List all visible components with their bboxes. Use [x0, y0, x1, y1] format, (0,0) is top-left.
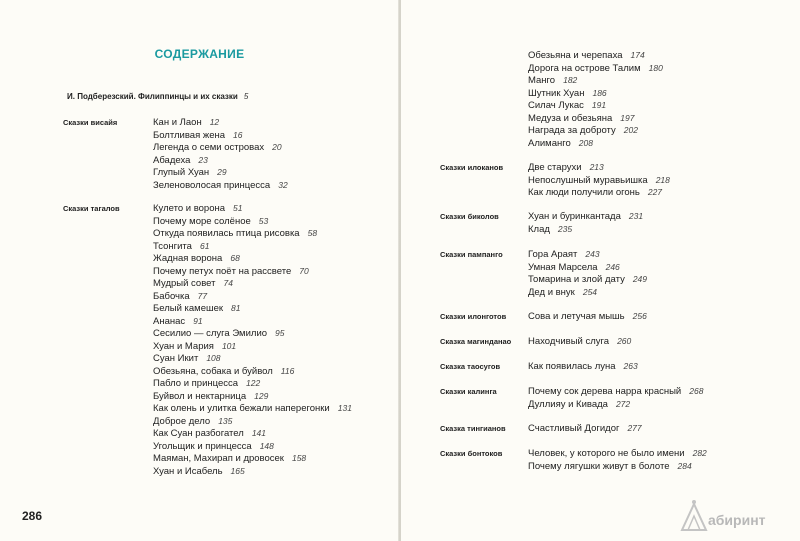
intro-entry: [67, 92, 248, 101]
toc-entry: [153, 402, 352, 415]
toc-entry-page: 256: [632, 311, 647, 321]
toc-entry: [528, 460, 707, 473]
section-label: Сказка тингианов: [440, 424, 506, 433]
toc-entry: [528, 124, 663, 137]
toc-entry-page: 235: [557, 223, 573, 234]
toc-entry-page: 180: [648, 62, 663, 73]
toc-entry: [153, 377, 352, 390]
toc-entry-title: Суан Икит: [153, 353, 199, 364]
toc-entry-page: 243: [585, 249, 600, 259]
toc-entry-title: Человек, у которого не было имени: [528, 448, 685, 459]
toc-entry: [528, 261, 647, 274]
right-page: [401, 0, 800, 541]
toc-entry-title: Белый камешек: [153, 303, 224, 314]
toc-entry: [528, 87, 663, 100]
section-entries: [528, 360, 638, 373]
toc-entry: [528, 174, 670, 187]
toc-entry: [528, 286, 647, 299]
toc-entry-page: 129: [254, 390, 269, 401]
toc-entry-title: Обезьяна и черепаха: [528, 50, 623, 61]
toc-entry: [153, 166, 288, 179]
toc-entry-page: 23: [198, 154, 208, 165]
toc-entry: [528, 99, 663, 112]
toc-entry: [153, 202, 352, 215]
toc-entry-page: 182: [563, 75, 578, 85]
toc-entry-title: Откуда появилась птица рисовка: [153, 228, 300, 239]
toc-entry-page: 165: [230, 465, 245, 476]
toc-entry: [153, 415, 352, 428]
toc-entry: [528, 422, 642, 435]
toc-entry-page: 174: [630, 50, 645, 60]
toc-entry-title: Клад: [528, 223, 550, 235]
toc-entry-page: 81: [231, 303, 241, 313]
toc-entry-page: 272: [615, 398, 631, 409]
toc-entry: [153, 116, 288, 129]
intro-entry-title: И. Подберезский. Филиппинцы и их сказки: [67, 92, 238, 101]
toc-entry-title: Мудрый совет: [153, 278, 216, 289]
toc-entry: [153, 365, 352, 378]
toc-entry-page: 108: [206, 353, 221, 363]
toc-entry: [153, 154, 288, 167]
toc-entry: [153, 265, 352, 278]
toc-entry-title: Доброе дело: [153, 415, 211, 427]
toc-entry: [153, 352, 352, 365]
section-entries: [153, 116, 288, 191]
section-entries: [528, 422, 642, 435]
toc-entry: [153, 227, 352, 240]
toc-entry-title: Жадная ворона: [153, 253, 223, 264]
toc-entry-title: Силач Лукас: [528, 100, 584, 111]
toc-entry: [153, 129, 288, 142]
toc-entry-title: Болтливая жена: [153, 129, 226, 141]
toc-entry: [528, 360, 638, 373]
toc-entry-title: Почему петух поёт на рассвете: [153, 265, 292, 277]
toc-entry: [528, 186, 670, 199]
toc-entry-page: 16: [233, 129, 243, 140]
toc-entry-title: Как появилась луна: [528, 361, 616, 372]
toc-entry-page: 77: [197, 290, 208, 301]
page-number: 286: [22, 509, 43, 523]
section-label: Сказки тагалов: [63, 204, 120, 213]
toc-entry-page: 95: [275, 328, 285, 338]
toc-entry: [528, 161, 670, 174]
toc-entry: [153, 290, 352, 303]
toc-entry-page: 141: [251, 428, 266, 438]
toc-entry-page: 53: [258, 215, 269, 226]
toc-entry-page: 91: [193, 315, 203, 326]
toc-entry-page: 231: [628, 211, 644, 221]
toc-entry: [153, 452, 352, 465]
toc-entry-title: Почему сок дерева нарра красный: [528, 386, 682, 397]
toc-entry-page: 148: [259, 440, 274, 451]
section-entries: [153, 202, 352, 477]
toc-entry-title: Буйвол и нектарница: [153, 390, 247, 402]
toc-entry: [528, 310, 647, 323]
toc-entry-title: Как люди получили огонь: [528, 187, 640, 198]
toc-entry: [153, 240, 352, 253]
toc-entry-page: 158: [291, 453, 307, 463]
toc-entry-page: 213: [589, 162, 604, 172]
toc-entry-title: Легенда о семи островах: [153, 142, 265, 153]
toc-entry-page: 260: [617, 336, 632, 346]
toc-entry-page: 135: [218, 415, 233, 426]
toc-entry-page: 29: [217, 167, 227, 177]
toc-entry: [153, 277, 352, 290]
toc-entry-page: 263: [623, 361, 638, 371]
toc-entry-title: Глупый Хуан: [153, 167, 210, 178]
toc-entry-page: 116: [280, 365, 295, 376]
toc-entry: [153, 340, 352, 353]
toc-entry: [153, 215, 352, 228]
toc-entry-page: 70: [299, 265, 309, 276]
toc-entry-title: Как Суан разбогател: [153, 428, 244, 439]
section-label: Сказки илонготов: [440, 312, 507, 321]
toc-entry: [153, 427, 352, 440]
section-label: Сказки калинга: [440, 387, 497, 396]
toc-entry-page: 282: [692, 448, 707, 458]
toc-entry-title: Две старухи: [528, 162, 582, 173]
toc-entry-page: 202: [623, 125, 638, 135]
toc-entry-title: Как олень и улитка бежали наперегонки: [153, 403, 330, 414]
toc-entry: [153, 179, 288, 192]
section-entries: [528, 447, 707, 472]
toc-entry-page: 218: [655, 174, 670, 185]
toc-entry-page: 284: [677, 460, 692, 471]
section-label: Сказки илоканов: [440, 163, 504, 172]
section-entries: [528, 385, 703, 410]
toc-entry: [528, 335, 631, 348]
toc-entry-title: Непослушный муравьишка: [528, 174, 648, 186]
toc-entry: [153, 440, 352, 453]
toc-entry-page: 131: [337, 403, 352, 413]
toc-entry-title: Умная Марсела: [528, 261, 598, 273]
toc-entry-title: Томарина и злой дату: [528, 274, 625, 285]
toc-entry-page: 32: [278, 179, 288, 190]
toc-entry: [153, 465, 352, 478]
toc-entry-title: Сесилио — слуга Эмилио: [153, 328, 268, 339]
toc-entry-title: Кан и Лаон: [153, 117, 202, 128]
section-label: Сказка магинданао: [440, 337, 512, 346]
toc-entry-page: 249: [632, 274, 648, 284]
section-label: Сказки пампанго: [440, 250, 503, 259]
toc-entry-page: 191: [591, 100, 607, 110]
toc-entry-title: Зеленоволосая принцесса: [153, 179, 271, 191]
toc-entry-page: 58: [307, 228, 318, 238]
toc-entry: [153, 141, 288, 154]
toc-entry-page: 74: [223, 278, 233, 288]
left-page: [0, 0, 399, 541]
toc-entry-title: Бабочка: [153, 290, 190, 302]
toc-entry: [528, 248, 647, 261]
toc-entry: [528, 137, 663, 150]
watermark-text: абиринт: [708, 512, 766, 528]
toc-entry-title: Пабло и принцесса: [153, 378, 239, 389]
toc-entry-page: 227: [647, 187, 663, 197]
toc-entry: [153, 252, 352, 265]
toc-entry: [153, 390, 352, 403]
toc-entry-page: 12: [209, 117, 220, 127]
toc-entry: [153, 315, 352, 328]
toc-entry: [528, 62, 663, 75]
toc-entry-title: Абадеха: [153, 154, 191, 166]
toc-entry-title: Дед и внук: [528, 286, 575, 298]
section-entries: [528, 161, 670, 199]
toc-entry-title: Манго: [528, 75, 556, 86]
section-label: Сказки висайя: [63, 118, 118, 127]
section-entries: [528, 210, 643, 235]
toc-entry-title: Угольщик и принцесса: [153, 440, 252, 452]
toc-entry-page: 268: [689, 386, 704, 396]
toc-entry-page: 101: [221, 340, 237, 351]
section-entries: [528, 310, 647, 323]
toc-entry-title: Находчивый слуга: [528, 336, 610, 347]
toc-entry: [528, 223, 643, 236]
toc-entry-title: Ананас: [153, 315, 186, 327]
toc-entry-title: Тсонгита: [153, 240, 192, 252]
section-label: Сказки биколов: [440, 212, 499, 221]
toc-entry-page: 68: [230, 253, 240, 263]
section-entries: [528, 335, 631, 348]
toc-entry-title: Хуан и Мария: [153, 340, 214, 352]
toc-entry-title: Дуллияу и Кивада: [528, 398, 608, 410]
toc-entry-page: 122: [246, 378, 261, 388]
toc-entry-page: 277: [627, 423, 642, 433]
toc-entry: [528, 273, 647, 286]
toc-entry-page: 20: [272, 142, 282, 152]
toc-entry: [528, 74, 663, 87]
section-label: Сказки бонтоков: [440, 449, 503, 458]
toc-entry-title: Почему море солёное: [153, 215, 251, 227]
toc-entry-title: Кулето и ворона: [153, 203, 226, 214]
toc-entry-title: Медуза и обезьяна: [528, 112, 613, 124]
toc-entry-title: Маяман, Махирап и дровосек: [153, 453, 284, 464]
toc-entry-title: Счастливый Догидог: [528, 423, 620, 434]
toc-entry-page: 197: [620, 112, 635, 123]
toc-entry: [528, 447, 707, 460]
toc-entry-page: 61: [199, 240, 210, 251]
section-entries: [528, 49, 663, 149]
toc-entry: [528, 49, 663, 62]
toc-entry-title: Награда за доброту: [528, 125, 616, 136]
toc-entry-title: Почему лягушки живут в болоте: [528, 460, 670, 472]
toc-entry-page: 254: [582, 286, 598, 297]
toc-entry: [153, 327, 352, 340]
toc-entry-title: Шутник Хуан: [528, 87, 585, 99]
toc-entry-page: 208: [578, 137, 593, 148]
toc-entry: [528, 210, 643, 223]
toc-entry-title: Хуан и буринкантада: [528, 211, 621, 222]
toc-entry: [528, 112, 663, 125]
toc-entry-page: 186: [592, 87, 607, 98]
toc-entry-title: Хуан и Исабель: [153, 465, 223, 477]
section-entries: [528, 248, 647, 298]
toc-entry-title: Дорога на острове Талим: [528, 62, 641, 74]
toc-entry-page: 246: [605, 261, 620, 272]
toc-entry-title: Гора Араят: [528, 249, 578, 260]
toc-entry-page: 51: [233, 203, 243, 213]
toc-entry: [528, 385, 703, 398]
toc-entry-title: Алиманго: [528, 137, 571, 149]
toc-entry-title: Обезьяна, собака и буйвол: [153, 365, 273, 377]
contents-title: СОДЕРЖАНИЕ: [154, 47, 245, 61]
toc-entry-title: Сова и летучая мышь: [528, 311, 625, 322]
intro-entry-page: 5: [243, 92, 249, 101]
section-label: Сказка таосугов: [440, 362, 501, 371]
toc-entry: [528, 398, 703, 411]
toc-entry: [153, 302, 352, 315]
